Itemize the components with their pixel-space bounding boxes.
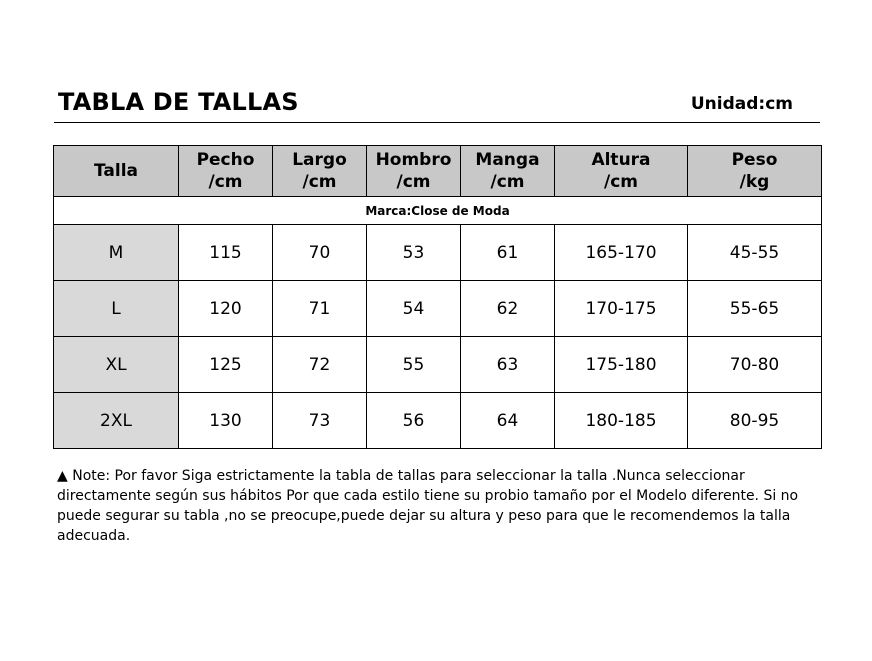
table-cell: 180-185 xyxy=(555,393,688,449)
column-header-pecho xyxy=(179,146,273,197)
table-cell: 56 xyxy=(367,393,461,449)
table-cell: 80-95 xyxy=(688,393,822,449)
table-row xyxy=(54,337,822,393)
column-header-unit: /cm xyxy=(302,172,337,192)
table-cell: 73 xyxy=(273,393,367,449)
table-row xyxy=(54,225,822,281)
brand-row xyxy=(54,197,822,225)
table-cell: 125 xyxy=(179,337,273,393)
column-header-label: Hombro xyxy=(375,150,452,170)
table-cell: 55-65 xyxy=(688,281,822,337)
table-cell: 55 xyxy=(367,337,461,393)
size-cell: L xyxy=(54,281,179,337)
table-cell: 130 xyxy=(179,393,273,449)
column-header-label: Altura xyxy=(591,150,651,170)
size-cell: 2XL xyxy=(54,393,179,449)
table-row xyxy=(54,393,822,449)
page-title: TABLA DE TALLAS xyxy=(58,88,299,116)
column-header-label: Largo xyxy=(292,150,347,170)
column-header-unit: /cm xyxy=(208,172,243,192)
column-header-hombro xyxy=(367,146,461,197)
table-cell: 115 xyxy=(179,225,273,281)
column-header-largo xyxy=(273,146,367,197)
column-header-label: Talla xyxy=(93,161,138,181)
column-header-label: Pecho xyxy=(196,150,255,170)
column-header-peso xyxy=(688,146,822,197)
table-row xyxy=(54,281,822,337)
table-cell: 175-180 xyxy=(555,337,688,393)
table-cell: 120 xyxy=(179,281,273,337)
unit-label: Unidad:cm xyxy=(690,94,793,114)
table-cell: 53 xyxy=(367,225,461,281)
table-cell: 70-80 xyxy=(688,337,822,393)
table-cell: 61 xyxy=(461,225,555,281)
table-cell: 54 xyxy=(367,281,461,337)
column-header-unit: /cm xyxy=(604,172,638,192)
table-cell: 165-170 xyxy=(555,225,688,281)
column-header-altura xyxy=(555,146,688,197)
size-note: ▲ Note: Por favor Siga estrictamente la tabla de tallas para seleccionar la talla .Nunca seleccionar directamente según sus hábitos Por que cada estilo tiene su probio tamaño por el Modelo diferente. Si no puede segurar su tabla ,no se preocupe,puede dejar su altura y peso para que le recomendemos la talla adecuada. xyxy=(57,468,799,544)
table-cell: 71 xyxy=(273,281,367,337)
table-cell: 63 xyxy=(461,337,555,393)
column-header-label: Manga xyxy=(475,150,540,170)
column-header-unit: /cm xyxy=(490,172,525,192)
chart-header xyxy=(54,88,820,123)
brand-label: Marca:Close de Moda xyxy=(54,197,822,225)
table-cell: 170-175 xyxy=(555,281,688,337)
column-header-manga xyxy=(461,146,555,197)
table-cell: 62 xyxy=(461,281,555,337)
table-cell: 45-55 xyxy=(688,225,822,281)
column-header-label: Peso xyxy=(731,150,778,170)
size-table xyxy=(53,145,822,449)
size-cell: XL xyxy=(54,337,179,393)
column-header-unit: /cm xyxy=(396,172,431,192)
table-cell: 64 xyxy=(461,393,555,449)
table-cell: 72 xyxy=(273,337,367,393)
table-cell: 70 xyxy=(273,225,367,281)
header-row xyxy=(54,146,822,197)
column-header-unit: /kg xyxy=(739,172,770,192)
size-cell: M xyxy=(54,225,179,281)
column-header-talla xyxy=(54,146,179,197)
